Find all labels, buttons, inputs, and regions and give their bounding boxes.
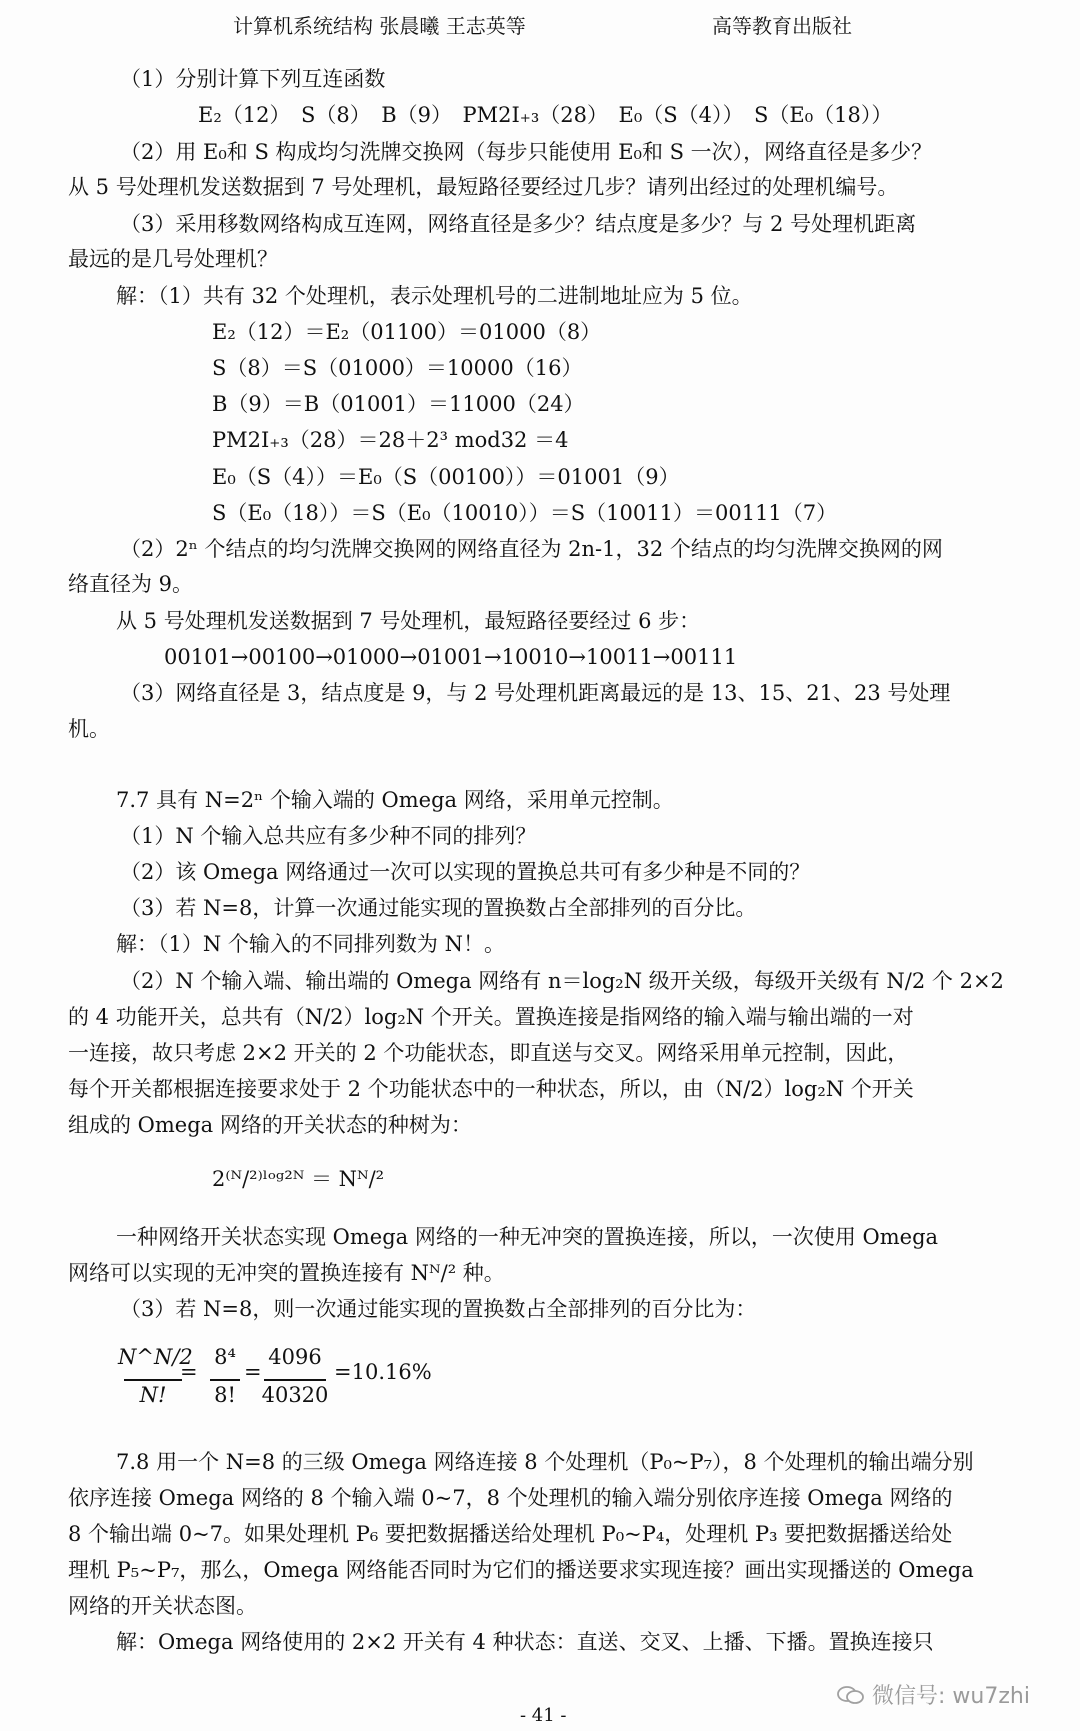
- text-line: （1）分别计算下列互连函数: [120, 67, 386, 91]
- text-line: （3）若 N=8，计算一次通过能实现的置换数占全部排列的百分比。: [120, 896, 757, 920]
- text-line: 机。: [68, 717, 110, 741]
- text-line: 一种网络开关状态实现 Omega 网络的一种无冲突的置换连接，所以，一次使用 Omega: [116, 1225, 939, 1249]
- text-line: 每个开关都根据连接要求处于 2 个功能状态中的一种状态，所以，由（N/2）log₂N 个开关: [68, 1077, 914, 1101]
- fraction-3-numerator: 4096: [268, 1345, 322, 1369]
- fraction-1-denominator: N!: [139, 1383, 167, 1407]
- wechat-watermark: [836, 1679, 1030, 1710]
- text-line: PM2I₊₃（28）＝28＋2³ mod32 ＝4: [212, 428, 569, 452]
- text-line: 2⁽ᴺ/²⁾ˡᵒᵍ²ᴺ ＝ Nᴺ/²: [212, 1167, 385, 1191]
- text-line: （1）N 个输入总共应有多少种不同的排列？: [120, 824, 537, 848]
- text-line: E₀（S（4））＝E₀（S（00100））＝01001（9）: [212, 465, 680, 489]
- text-line: （3）若 N=8，则一次通过能实现的置换数占全部排列的百分比为：: [120, 1297, 757, 1321]
- text-line: 00101→00100→01000→01001→10010→10011→00111: [164, 645, 738, 669]
- text-line: S（E₀（18））＝S（E₀（10010））＝S（10011）＝00111（7）: [212, 501, 838, 525]
- text-line: 组成的 Omega 网络的开关状态的种树为：: [68, 1113, 472, 1137]
- text-line: （2）N 个输入端、输出端的 Omega 网络有 n＝log₂N 级开关级，每级开关级有 N/2 个 2×2: [120, 969, 1004, 993]
- text-line: 解：Omega 网络使用的 2×2 开关有 4 种状态：直送、交叉、上播、下播。置换连接只: [116, 1630, 934, 1654]
- text-line: 网络的开关状态图。: [68, 1594, 257, 1618]
- text-line: 从 5 号处理机发送数据到 7 号处理机，最短路径要经过几步？请列出经过的处理机编号。: [68, 175, 899, 199]
- fraction-2-numerator: 8⁴: [214, 1345, 236, 1369]
- text-line: E₂（12） S（8） B（9） PM2I₊₃（28） E₀（S（4）） S（E₀（18））: [198, 103, 893, 127]
- text-line: 络直径为 9。: [68, 572, 194, 596]
- text-line: （3）采用移数网络构成互连网，网络直径是多少？结点度是多少？与 2 号处理机距离: [120, 212, 917, 236]
- fraction-3-denominator: 40320: [261, 1383, 329, 1407]
- page-number: - 41 -: [520, 1705, 567, 1726]
- text-line: （2）该 Omega 网络通过一次可以实现的置换总共可有多少种是不同的？: [120, 860, 811, 884]
- page-header-left: 计算机系统结构 张晨曦 王志英等: [233, 14, 526, 38]
- text-line: （2）2ⁿ 个结点的均匀洗牌交换网的网络直径为 2n-1，32 个结点的均匀洗牌交换网的网: [120, 537, 943, 561]
- fraction-result: =10.16%: [334, 1360, 432, 1384]
- text-line: 7.7 具有 N=2ⁿ 个输入端的 Omega 网络，采用单元控制。: [116, 788, 674, 812]
- text-line: 解：（1）N 个输入的不同排列数为 N！。: [116, 932, 505, 956]
- text-line: 网络可以实现的无冲突的置换连接有 Nᴺ/² 种。: [68, 1261, 505, 1285]
- text-line: （3）网络直径是 3，结点度是 9，与 2 号处理机距离最远的是 13、15、21、23 号处理: [120, 681, 951, 705]
- text-line: 7.8 用一个 N=8 的三级 Omega 网络连接 8 个处理机（P₀~P₇），8 个处理机的输出端分别: [116, 1450, 974, 1474]
- watermark-text: 微信号: wu7zhi: [872, 1684, 1030, 1709]
- text-line: 理机 P₅~P₇，那么，Omega 网络能否同时为它们的播送要求实现连接？画出实现播送的 Omega: [68, 1558, 974, 1582]
- wechat-icon: [836, 1684, 866, 1706]
- text-line: 8 个输出端 0~7。如果处理机 P₆ 要把数据播送给处理机 P₀~P₄，处理机 P₃ 要把数据播送给处: [68, 1522, 953, 1546]
- text-line: B（9）＝B（01001）＝11000（24）: [212, 392, 585, 416]
- text-line: （2）用 E₀和 S 构成均匀洗牌交换网（每步只能使用 E₀和 S 一次），网络直径是多少？: [120, 140, 933, 164]
- fraction-2-denominator: 8!: [214, 1383, 236, 1407]
- text-line: E₂（12）＝E₂（01100）＝01000（8）: [212, 320, 602, 344]
- text-line: 一连接，故只考虑 2×2 开关的 2 个功能状态，即直送与交叉。网络采用单元控制，因此，: [68, 1041, 909, 1065]
- text-line: 的 4 功能开关，总共有（N/2）log₂N 个开关。置换连接是指网络的输入端与输出端的一对: [68, 1005, 914, 1029]
- text-line: 从 5 号处理机发送数据到 7 号处理机，最短路径要经过 6 步：: [116, 609, 701, 633]
- text-line: 依序连接 Omega 网络的 8 个输入端 0~7，8 个处理机的输入端分别依序连接 Omega 网络的: [68, 1486, 953, 1510]
- page-header-right: 高等教育出版社: [712, 14, 852, 38]
- text-line: S（8）＝S（01000）＝10000（16）: [212, 356, 583, 380]
- fraction-1-numerator: N^N/2: [118, 1345, 193, 1369]
- text-line: 解：（1）共有 32 个处理机，表示处理机号的二进制地址应为 5 位。: [116, 284, 753, 308]
- text-line: 最远的是几号处理机？: [68, 247, 278, 271]
